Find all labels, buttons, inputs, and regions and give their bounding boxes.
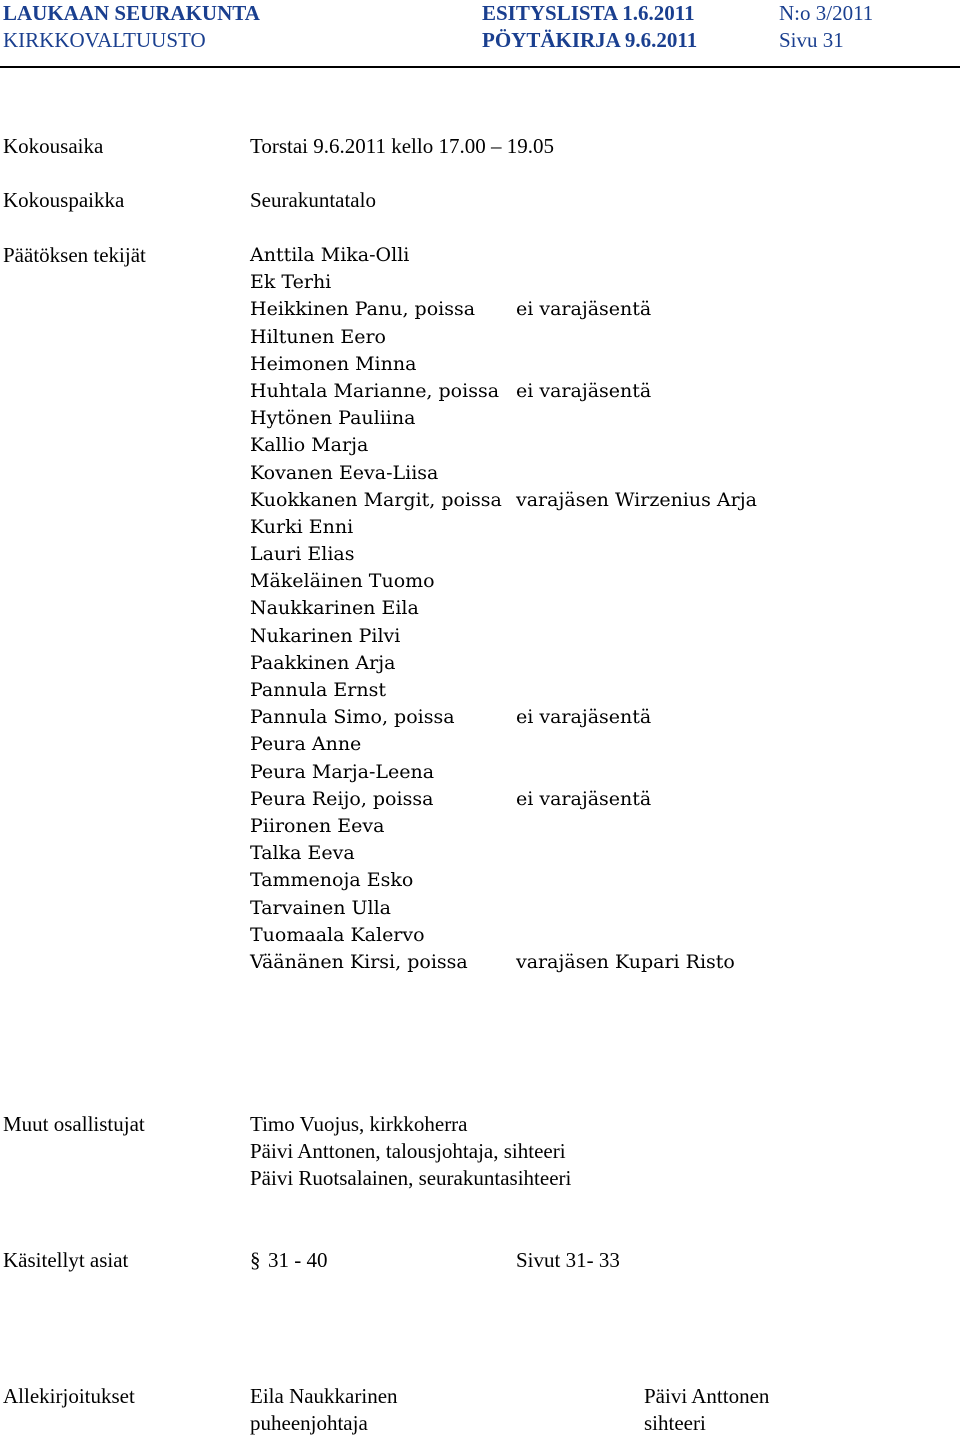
signer-secretary-role: sihteeri: [644, 1411, 706, 1435]
member-substitute-note: varajäsen Wirzenius Arja: [516, 488, 757, 511]
member-name: Peura Marja-Leena: [250, 760, 435, 783]
handled-pages: Sivut 31- 33: [516, 1248, 620, 1272]
member-row: [250, 351, 950, 378]
handled-label: Käsitellyt asiat: [3, 1248, 129, 1272]
member-name: Nukarinen Pilvi: [250, 624, 401, 647]
member-name: Anttila Mika-Olli: [250, 244, 410, 266]
member-row: [250, 759, 950, 786]
member-name: Paakkinen Arja: [250, 651, 396, 674]
member-name: Kovanen Eeva-Liisa: [250, 461, 439, 484]
member-name: Talka Eeva: [250, 842, 355, 865]
meeting-place-value: Seurakuntatalo: [250, 188, 376, 212]
member-name: Mäkeläinen Tuomo: [250, 570, 435, 593]
member-substitute-note: varajäsen Kupari Risto: [516, 950, 735, 973]
member-name: Hiltunen Eero: [250, 325, 386, 348]
member-row: [250, 650, 950, 677]
member-name: Naukkarinen Eila: [250, 597, 419, 620]
other-participant: Päivi Ruotsalainen, seurakuntasihteeri: [250, 1166, 572, 1191]
member-name: Tammenoja Esko: [250, 869, 414, 892]
member-name: Hytönen Pauliina: [250, 407, 416, 430]
member-name: Väänänen Kirsi, poissa: [250, 950, 468, 973]
member-name: Pannula Ernst: [250, 679, 386, 701]
member-substitute-note: ei varajäsentä: [516, 787, 652, 810]
others-list: [250, 1111, 571, 1193]
agenda-date: ESITYSLISTA 1.6.2011: [482, 1, 695, 25]
page-number: Sivu 31: [779, 28, 844, 52]
member-row: [250, 405, 950, 432]
member-name: Peura Reijo, poissa: [250, 787, 434, 810]
member-substitute-note: ei varajäsentä: [516, 298, 652, 321]
document-header: [0, 0, 960, 69]
member-row: [250, 568, 950, 595]
member-row: [250, 324, 950, 351]
member-row: [250, 922, 950, 949]
member-substitute-note: ei varajäsentä: [516, 706, 652, 729]
minutes-date: PÖYTÄKIRJA 9.6.2011: [482, 28, 698, 52]
member-row: [250, 704, 950, 731]
member-row: [250, 269, 950, 296]
member-row: [250, 595, 950, 622]
deciders-label: Päätöksen tekijät: [3, 243, 146, 267]
signatures-label: Allekirjoitukset: [3, 1384, 135, 1408]
member-row: [250, 623, 950, 650]
member-row: [250, 949, 950, 976]
member-substitute-note: ei varajäsentä: [516, 379, 652, 402]
member-name: Tuomaala Kalervo: [250, 923, 425, 946]
member-list: [250, 242, 950, 976]
member-row: [250, 840, 950, 867]
section-sign: §: [250, 1248, 261, 1272]
member-row: [250, 813, 950, 840]
member-row: [250, 731, 950, 758]
member-name: Kurki Enni: [250, 515, 354, 538]
member-name: Pannula Simo, poissa: [250, 706, 455, 729]
member-row: [250, 514, 950, 541]
signer-chair-role: puheenjohtaja: [250, 1411, 368, 1435]
member-row: [250, 895, 950, 922]
member-row: [250, 378, 950, 405]
member-row: [250, 296, 950, 323]
body-name: KIRKKOVALTUUSTO: [3, 28, 206, 52]
header-divider: [0, 66, 960, 68]
other-participant: Päivi Anttonen, talousjohtaja, sihteeri: [250, 1139, 566, 1164]
member-row: [250, 867, 950, 894]
member-name: Peura Anne: [250, 733, 362, 756]
member-row: [250, 786, 950, 813]
member-name: Heikkinen Panu, poissa: [250, 298, 476, 321]
member-name: Tarvainen Ulla: [250, 896, 391, 919]
others-label: Muut osallistujat: [3, 1112, 145, 1136]
meeting-place-label: Kokouspaikka: [3, 188, 125, 212]
member-row: [250, 677, 950, 704]
member-name: Huhtala Marianne, poissa: [250, 379, 500, 402]
meeting-time-value: Torstai 9.6.2011 kello 17.00 – 19.05: [250, 134, 554, 158]
member-name: Kallio Marja: [250, 434, 369, 457]
member-row: [250, 242, 950, 269]
member-name: Piironen Eeva: [250, 814, 385, 837]
member-row: [250, 487, 950, 514]
signer-chair-name: Eila Naukkarinen: [250, 1384, 398, 1408]
member-name: Kuokkanen Margit, poissa: [250, 488, 502, 511]
member-name: Lauri Elias: [250, 543, 355, 566]
org-name: LAUKAAN SEURAKUNTA: [3, 1, 260, 25]
document-number: N:o 3/2011: [779, 1, 874, 25]
member-row: [250, 541, 950, 568]
member-row: [250, 460, 950, 487]
meeting-time-label: Kokousaika: [3, 134, 104, 158]
member-row: [250, 432, 950, 459]
signer-secretary-name: Päivi Anttonen: [644, 1384, 770, 1408]
member-name: Heimonen Minna: [250, 352, 417, 375]
handled-items: 31 - 40: [268, 1248, 328, 1272]
other-participant: Timo Vuojus, kirkkoherra: [250, 1112, 468, 1136]
member-name: Ek Terhi: [250, 271, 332, 294]
